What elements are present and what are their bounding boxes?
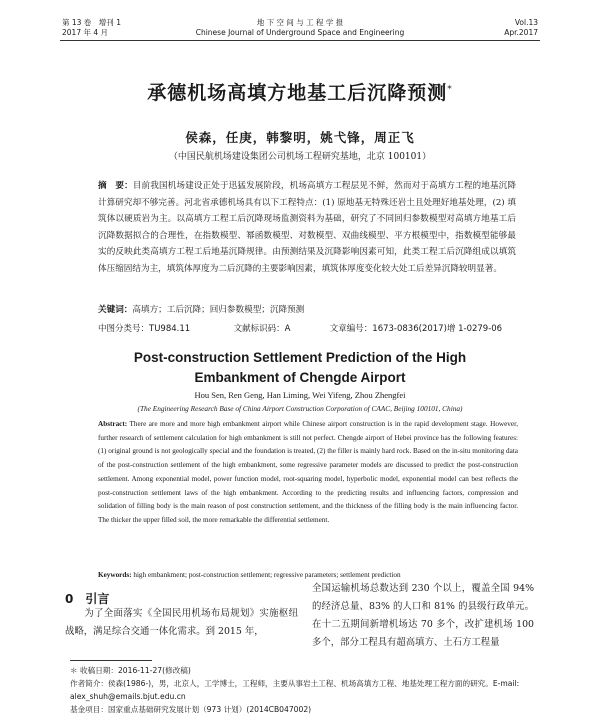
header-vol-en: Vol.13	[514, 18, 538, 27]
paper-title-en-line1: Post-construction Settlement Prediction of the High	[133, 350, 467, 365]
header-date: 2017 年 4 月	[62, 28, 109, 37]
header-date-en: Apr.2017	[504, 28, 538, 37]
body-column-right: 全国运输机场总数达到 230 个以上，覆盖全国 94% 的经济总量、83% 的人口和 81% 的县级行政单元。在十二五期间新增机场达 70 多个，改扩建机场 100 多个，部分工程具有超高填方、土石方工程量	[312, 583, 534, 648]
abstract-cn	[98, 178, 516, 278]
abstract-en-label: Abstract:	[98, 420, 128, 428]
keywords-cn	[98, 302, 516, 319]
paper-title-cn: 承德机场高填方地基工后沉降预测*	[147, 82, 453, 104]
authors-cn: 侯森，任庚，韩黎明，姚弋锋，周正飞	[185, 130, 415, 145]
keywords-en-label: Keywords:	[98, 571, 132, 579]
article-number: 文章编号：1673-0836(2017)增 1-0279-06	[329, 324, 503, 334]
footnote-rule	[70, 660, 152, 661]
affiliation-en: (The Engineering Research Base of China Airport Construction Corporation of CAAC, Beijing 100101, China)	[137, 404, 463, 413]
section-heading-intro: 0 引言	[65, 592, 110, 606]
paper-title-en-line2: Embankment of Chengde Airport	[194, 370, 406, 385]
abstract-en-text: There are more and more high embankment airport while Chinese airport construction is in the rapid development stage. However, further research of settlement calculation for high embankment is still not perfect. Chengde airport of Hebei province has the following features: (1) original ground is not geologically special and the foundation is treated, (2) the filler is mainly hard rock. Based on the in-situ monitoring data of the post-construction settlement of the high embankment, some regressive parameter models are discussed to predict the post-construction settlement. Among exponential model, power function model, root-squaring model, hyperbolic model, exponential model can best reflects the post-construction settlement laws of the high embankment. According to the predicting results and influencing factors, compression and solidation of filling body is the main reason of post construction settlement, and the thickness of the filling body is the main influencing factor. The thicker the upper filled soil, the more remarkable the differential settlement.	[98, 420, 518, 524]
abstract-cn-text: 目前我国机场建设正处于迅猛发展阶段，机场高填方工程层见不鲜，然而对于高填方工程的地基沉降计算研究却不够完善。河北省承德机场具有以下工程特点：(1) 原地基无特殊还岩土且处理好地基处理，(2) 填筑体以硬质岩为主。以高填方工程工后沉降现场监测资料为基础，研究了不同回归参数模型对高填方地基工后沉降数据拟合的合理性，在指数模型、幂函数模型、对数模型、双曲线模型、平方根模型中，指数模型能够最实的反映此类高填方工程工后地基沉降规律。由预测结果及沉降影响因素可知，此类工程工后沉降组成以填筑体压缩固结为主，填筑体厚度为二后沉降的主要影响因素，填筑体厚度变化较大处工后差异沉降较明显著。	[98, 181, 516, 274]
header-journal-cn: 地 下 空 间 与 工 程 学 报	[256, 18, 344, 27]
clc-number: 中图分类号：TU984.11	[98, 324, 191, 334]
keywords-en	[98, 571, 518, 579]
affiliation-cn: （中国民航机场建设集团公司机场工程研究基地，北京 100101）	[168, 152, 432, 162]
header-volume: 第 13 卷 增刊 1	[62, 18, 121, 27]
paper-title-en	[40, 348, 560, 388]
document-code: 文献标识码：A	[233, 324, 291, 334]
abstract-cn-label: 摘 要：	[98, 181, 133, 191]
header-journal-en: Chinese Journal of Underground Space and Engineering	[195, 28, 405, 37]
classification-line	[98, 322, 518, 334]
authors-en: Hou Sen, Ren Geng, Han Liming, Wei Yifeng, Zhou Zhengfei	[194, 390, 406, 400]
header-rule	[60, 40, 540, 41]
footnote-fund: 基金项目：国家重点基础研究发展计划（973 计划）(2014CB047002)	[70, 705, 312, 714]
keywords-en-text: high embankment; post-construction settlement; regressive parameters; settlement prediction	[133, 571, 401, 579]
abstract-en	[98, 418, 518, 528]
body-left-text: 为了全面落实《全国民用机场布局规划》实施枢纽战略，满足综合交通一体化需求。到 2015 年，	[65, 608, 298, 637]
keywords-cn-text: 高填方；工后沉降；回归参数模型；沉降预测	[132, 305, 305, 315]
footnote-received: ＊ 收稿日期：2016-11-27(修改稿)	[70, 666, 191, 675]
body-column-left	[65, 605, 298, 641]
keywords-cn-label: 关键词：	[98, 305, 133, 315]
footnote-author: 作者简介：侯森(1986-)，男，北京人，工学博士，工程师，主要从事岩土工程、机场高填方工程、地基处理工程方面的研究。E-mail: alex_shuh@emails.bjut.edu.cn	[70, 679, 520, 701]
